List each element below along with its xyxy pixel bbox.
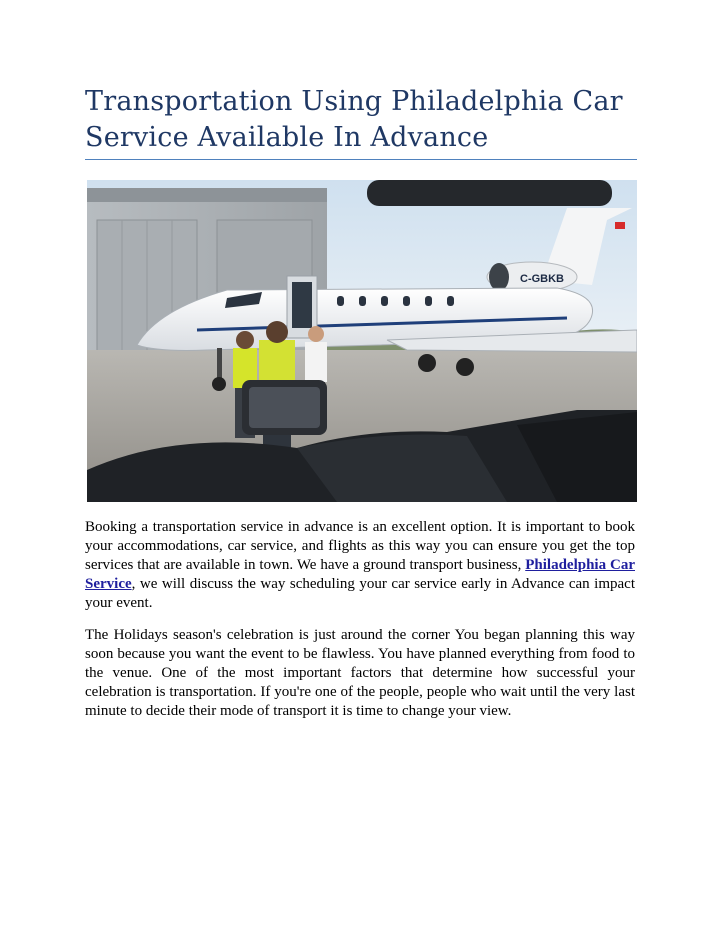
paragraph-2: The Holidays season's celebration is just around the corner You began planning this way soon because you want the event to be flawless. You have planned everything from food to the venue. One of the most important factors that determine how successful your celebration is transportation. If you're one of the people, people who wait until the very last minute to decide their mode of transport it is time to change your view. <box>85 627 635 719</box>
aircraft-registration: C-GBKB <box>520 273 564 285</box>
philadelphia-car-service-link[interactable]: Philadelphia Car Service <box>85 557 635 592</box>
page-title: Transportation Using Philadelphia Car Service Available In Advance <box>85 86 623 153</box>
paragraph-1-text-start: Booking a transportation service in advance is an excellent option. It is important to book your accommodations, car service, and flights as this way you can ensure you get the top services that are available in town. We have a ground transport business, <box>85 519 635 573</box>
title-divider <box>85 159 637 160</box>
airport-jet-photo <box>87 180 637 502</box>
paragraph-1-text-end: , we will discuss the way scheduling your car service early in Advance can impact your event. <box>85 576 635 611</box>
paragraph-1 <box>85 518 635 613</box>
